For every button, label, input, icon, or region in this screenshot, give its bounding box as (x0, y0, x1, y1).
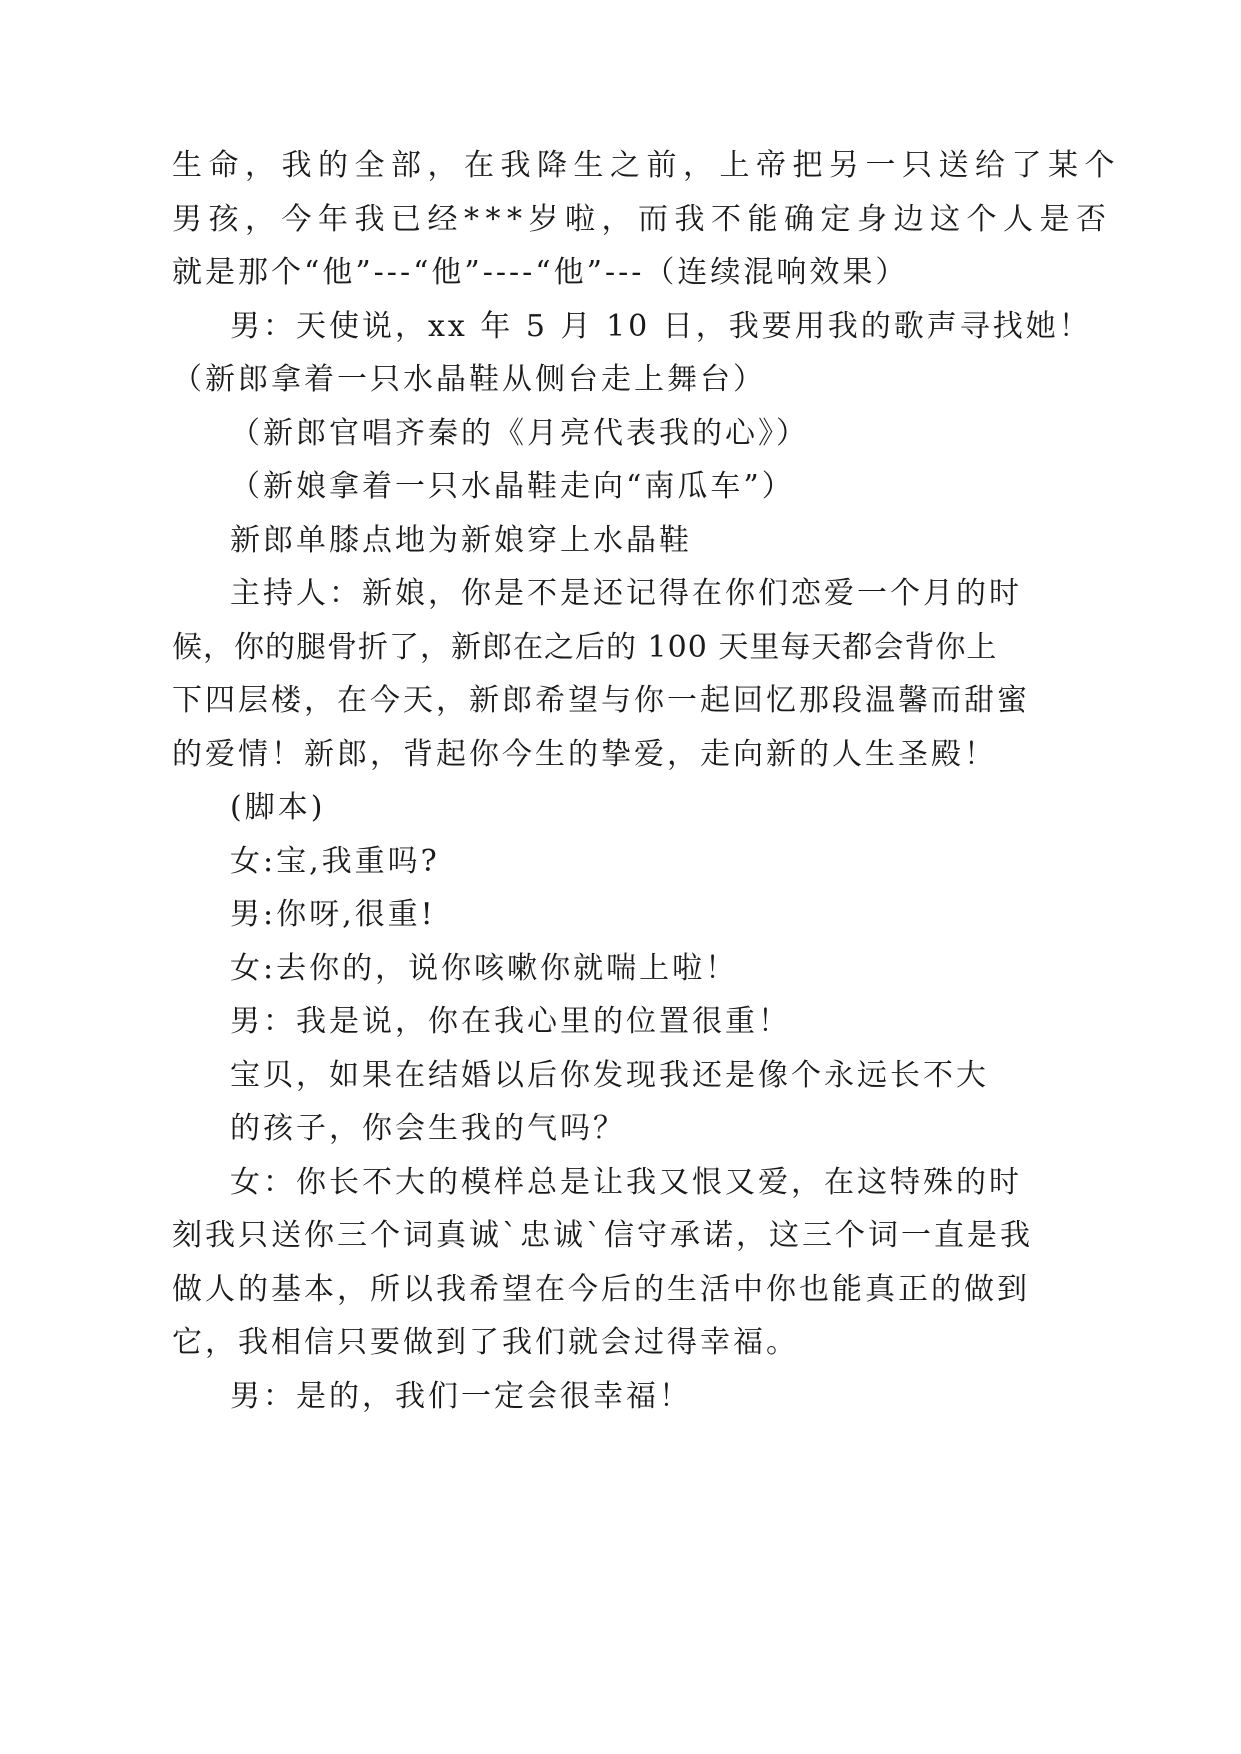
text-line: 男：是的，我们一定会很幸福！ (230, 1379, 692, 1414)
text-line: 女:去你的，说你咳嗽你就喘上啦！ (230, 951, 739, 986)
text-line: （新郎拿着一只水晶鞋从侧台走上舞台） (172, 362, 766, 397)
text-line: 做人的基本，所以我希望在今后的生活中你也能真正的做到 (172, 1272, 1030, 1307)
text-line: 主持人：新娘，你是不是还记得在你们恋爱一个月的时 (230, 576, 1022, 611)
text-line: （新郎官唱齐秦的《月亮代表我的心》） (230, 416, 809, 451)
text-line: 的孩子，你会生我的气吗？ (230, 1111, 626, 1146)
text-line: 男：我是说，你在我心里的位置很重！ (230, 1004, 791, 1039)
text-line: 女:宝,我重吗? (230, 844, 440, 879)
text-line: 的爱情！新郎，背起你今生的挚爱，走向新的人生圣殿！ (172, 737, 997, 772)
text-line: 新郎单膝点地为新娘穿上水晶鞋 (230, 523, 692, 558)
text-line: (脚本) (230, 790, 326, 825)
text-line: 男：天使说，xx 年 5 月 10 日，我要用我的歌声寻找她！ (230, 309, 1092, 344)
text-line: 男孩，今年我已经***岁啦，而我不能确定身边这个人是否 (172, 202, 1113, 237)
text-line: 男:你呀,很重! (230, 897, 436, 932)
text-line: 候，你的腿骨折了，新郎在之后的 100 天里每天都会背你上 (172, 630, 998, 665)
text-line: 就是那个“他”---“他”----“他”---（连续混响效果） (172, 255, 909, 290)
text-line: 它，我相信只要做到了我们就会过得幸福。 (172, 1325, 799, 1360)
text-line: 下四层楼，在今天，新郎希望与你一起回忆那段温馨而甜蜜 (172, 683, 1030, 718)
text-line: 宝贝，如果在结婚以后你发现我还是像个永远长不大 (230, 1058, 989, 1093)
text-line: （新娘拿着一只水晶鞋走向“南瓜车”） (230, 469, 795, 504)
text-line: 刻我只送你三个词真诚`忠诚`信守承诺，这三个词一直是我 (172, 1218, 1033, 1253)
text-line: 生命，我的全部，在我降生之前，上帝把另一只送给了某个 (172, 148, 1121, 183)
text-line: 女：你长不大的模样总是让我又恨又爱，在这特殊的时 (230, 1165, 1022, 1200)
